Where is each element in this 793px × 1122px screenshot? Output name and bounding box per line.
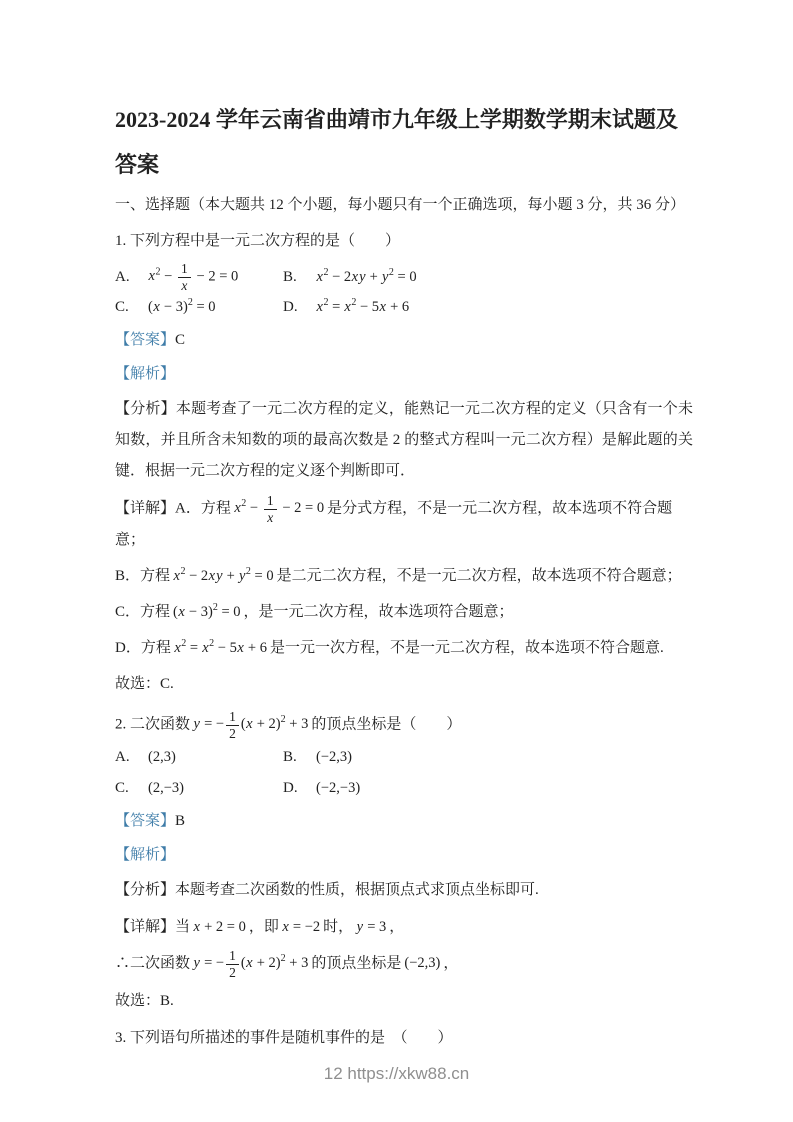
q1-option-b-formula: $x^2 - 2xy + y^2 = 0$ [316, 266, 417, 285]
q1-detail-line-d: D．方程 $x^2 = x^2 - 5x + 6$ 是一元一次方程，不是一元二次方程，故本选项不符合题意. [115, 638, 664, 657]
q1-answer-value: C [175, 332, 186, 349]
q2-option-c-formula: (2,−3) [148, 780, 184, 797]
q2-fenxi-paragraph: 【分析】本题考查二次函数的性质，根据顶点式求顶点坐标即可. [115, 882, 539, 899]
q1-fenxi-paragraph: 【分析】本题考查了一元二次方程的定义，能熟记一元二次方程的定义（只含有一个未知数，并且所含未知数的项的最高次数是 2 的整式方程叫一元二次方程）是解此题的关键．根据一元二次方程的定义逐个判断即可． [115, 401, 693, 480]
q2-option-c [115, 780, 283, 797]
q1-analysis-label: 【解析】 [115, 366, 176, 383]
q1-detail-line-c: C．方程 $(x - 3)^2 = 0$ ，是一元二次方程，故本选项符合题意； [115, 602, 514, 621]
q2-option-d [283, 780, 693, 797]
q2-option-a [115, 749, 283, 766]
q1-option-b [283, 266, 693, 286]
q2-option-b [283, 749, 693, 766]
question-2-options [115, 749, 693, 797]
q2-option-d-key: D. [283, 780, 298, 797]
q2-option-b-key: B. [283, 749, 297, 766]
q2-option-a-key: A. [115, 749, 130, 766]
question-2-stem: 2. 二次函数 y = − $\frac{1}{2}$ $(x + 2)^2 + 3$ 的顶点坐标是（ ） [115, 709, 462, 741]
q2-option-c-key: C. [115, 780, 129, 797]
page-footer-watermark: 12 https://xkw88.cn [323, 1064, 470, 1083]
q1-conclusion: 故选：C. [115, 676, 174, 693]
q2-option-a-formula: (2,3) [148, 749, 176, 766]
q1-option-d [283, 299, 693, 316]
document-title [115, 97, 693, 187]
q2-detail-line-2: ∴二次函数 y = − $\frac{1}{2}$ $(x + 2)^2 + 3$ 的顶点坐标是 (−2,3) ， [115, 948, 459, 980]
section-header: 一、选择题（本大题共 12 个小题，每小题只有一个正确选项，每小题 3 分，共 36 分） [115, 197, 686, 213]
title-line-2: 答案 [115, 152, 160, 177]
title-line-1: 2023-2024 学年云南省曲靖市九年级上学期数学期末试题及 [115, 107, 678, 132]
q2-detail-line-1: 【详解】当 x + 2 = 0 ，即 x = −2 时， y = 3 ， [115, 919, 405, 936]
q1-option-c-formula: $(x - 3)^2 = 0$ [148, 297, 216, 316]
q1-option-c [115, 299, 283, 316]
question-1-options [115, 261, 693, 316]
q1-detail-line-b: B．方程 $x^2 - 2xy + y^2 = 0$ 是二元二次方程，不是一元二次方程，故本选项不符合题意； [115, 566, 682, 585]
q1-option-a-formula: $x^2$ − $\frac{1}{x}$ − 2 = 0 [148, 261, 239, 293]
q2-option-d-formula: (−2,−3) [316, 780, 361, 797]
q2-analysis-label: 【解析】 [115, 847, 176, 864]
question-1-stem: 1. 下列方程中是一元二次方程的是（ ） [115, 233, 401, 249]
q2-answer-line [115, 809, 693, 833]
q2-answer-value: B [175, 813, 186, 830]
q2-option-b-formula: (−2,3) [316, 749, 352, 766]
q1-option-a-key: A. [115, 268, 130, 285]
q2-answer-label: 【答案】 [115, 813, 176, 830]
q1-detail-line-a: 【详解】A．方程 $x^2$ − $\frac{1}{x}$ − 2 = 0 是分式方程，不是一元二次方程，故本选项不符合题意； [115, 493, 673, 549]
q1-answer-label: 【答案】 [115, 332, 176, 349]
q1-answer-line [115, 328, 693, 352]
question-3-stem: 3. 下列语句所描述的事件是随机事件的是 （ ） [115, 1030, 453, 1047]
q1-option-b-key: B. [283, 268, 297, 285]
q2-conclusion: 故选：B. [115, 993, 174, 1010]
q1-option-a [115, 261, 283, 293]
q1-option-d-formula: $x^2 = x^2 - 5x + 6$ [316, 297, 410, 316]
q1-option-d-key: D. [283, 299, 298, 316]
q1-option-c-key: C. [115, 299, 129, 316]
